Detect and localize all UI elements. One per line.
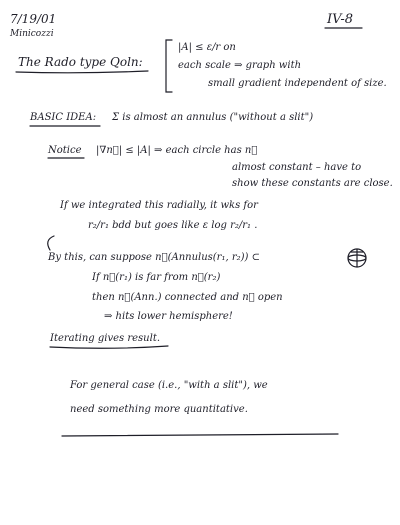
title-bracket	[166, 40, 172, 92]
iterating-underline	[50, 346, 168, 348]
title-underline	[16, 71, 148, 73]
basic-idea-label: BASIC IDEA:	[30, 112, 97, 123]
by-this-line-1: By this, can suppose n⃗(Annulus(r₁, r₂)) ⊂	[48, 252, 260, 263]
basic-idea-text: Σ is almost an annulus ("without a slit")	[112, 112, 314, 123]
general-line-1: For general case (i.e., "with a slit"), we	[70, 380, 268, 391]
integrate-line-1: If we integrated this radially, it wks for	[60, 200, 258, 211]
bottom-rule	[62, 434, 338, 436]
by-this-line-3: then n⃗(Ann.) connected and n⃗ open	[92, 292, 283, 303]
sphere-icon	[348, 249, 366, 267]
title-line-3: small gradient independent of size.	[208, 78, 387, 89]
iterating-line: Iterating gives result.	[50, 333, 161, 344]
title-line-1: |A| ≤ ε/r on	[178, 42, 236, 53]
notice-label: Notice	[48, 145, 82, 156]
notice-line-1: |∇n⃗| ≤ |A| ⇒ each circle has n⃗	[96, 145, 258, 156]
by-this-hook	[48, 236, 54, 250]
note-title: The Rado type Qoln:	[18, 55, 143, 69]
notice-line-3: show these constants are close.	[232, 178, 393, 189]
title-line-2: each scale ⇒ graph with	[178, 60, 302, 71]
course-name: Minicozzi	[10, 29, 54, 39]
integrate-line-2: r₂/r₁ bdd but goes like ε log r₂/r₁ .	[88, 220, 258, 231]
date: 7/19/01	[10, 12, 57, 26]
by-this-line-4: ⇒ hits lower hemisphere!	[104, 311, 233, 322]
by-this-line-2: If n⃗(r₁) is far from n⃗(r₂)	[92, 272, 221, 283]
notice-line-2: almost constant – have to	[232, 162, 362, 173]
page-number: IV-8	[327, 12, 353, 27]
general-line-2: need something more quantitative.	[70, 404, 248, 415]
